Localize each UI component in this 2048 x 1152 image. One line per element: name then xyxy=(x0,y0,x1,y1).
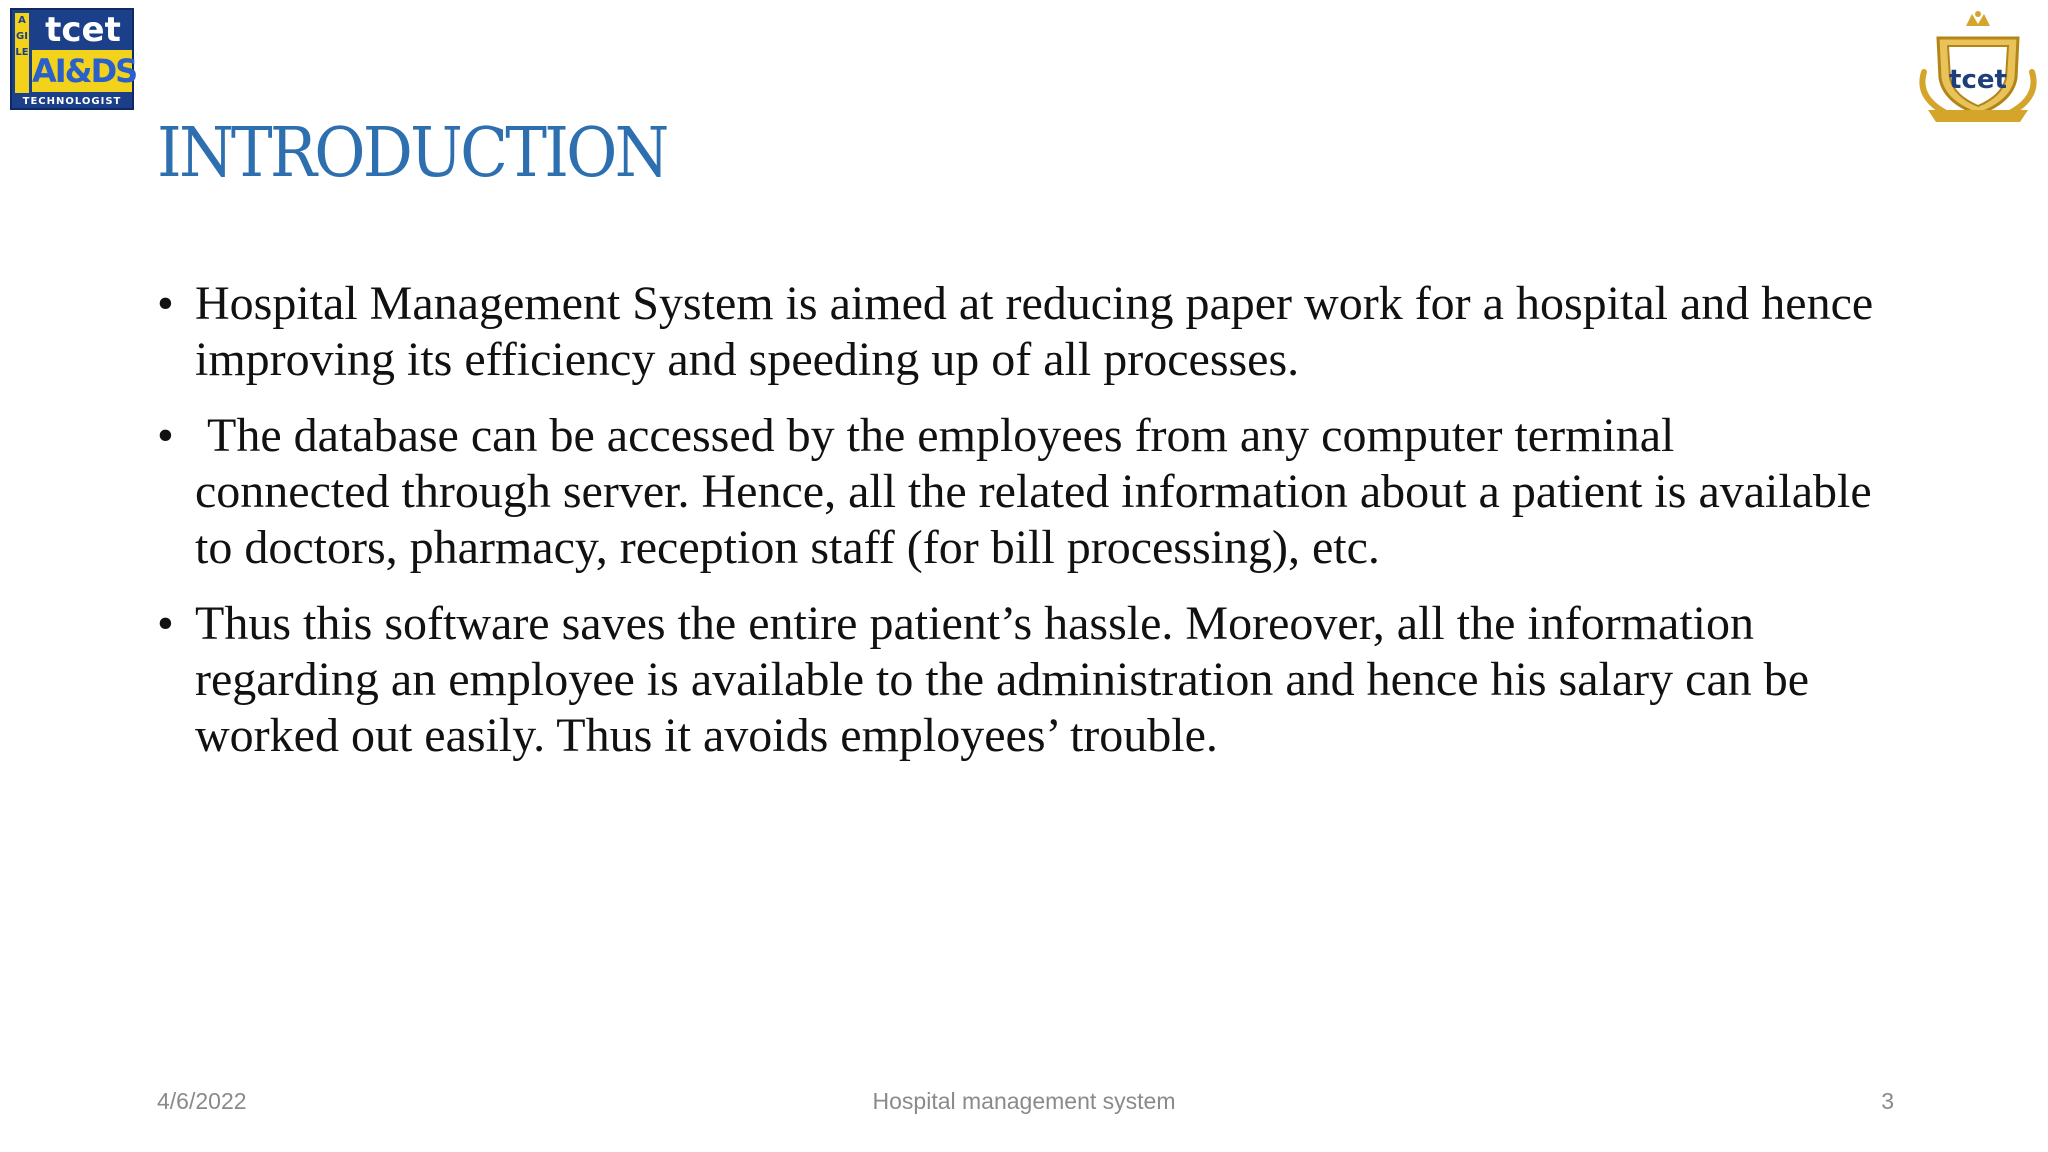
emblem-icon xyxy=(1908,6,2048,132)
tcet-emblem-logo xyxy=(1908,6,2048,132)
logo-tcet-text: tcet xyxy=(45,10,121,50)
bullet-item xyxy=(157,276,1877,388)
logo-agile-text: AGILE xyxy=(15,13,29,93)
bullet-dot: • xyxy=(157,597,174,650)
footer-date: 4/6/2022 xyxy=(157,1088,247,1114)
bullet-list xyxy=(157,276,1884,784)
logo-technologist-text: TECHNOLOGIST xyxy=(22,96,122,107)
bullet-text: Thus this software saves the entire patient’s hassle. Moreover, all the information regarding an employee is available to the administration and hence his salary can be worked out easily. Thus it avoids employees’ trouble. xyxy=(195,597,1810,762)
footer-title: Hospital management system xyxy=(872,1088,1176,1114)
logo-aids-text: AI&DS xyxy=(32,52,137,90)
emblem-text: tcet xyxy=(1949,65,2007,95)
bullet-text: The database can be accessed by the employees from any computer terminal connected through server. Hence, all the related information about a patient is available to doctors, pharmacy, reception staff (for bill processing), etc. xyxy=(195,409,1884,574)
bullet-dot: • xyxy=(157,277,174,330)
bullet-item xyxy=(157,408,1884,576)
bullet-text: Hospital Management System is aimed at reducing paper work for a hospital and hence improving its efficiency and speeding up of all processes. xyxy=(195,277,1874,386)
bullet-item xyxy=(157,596,1877,764)
tcet-aids-logo xyxy=(10,8,137,110)
footer-page-number: 3 xyxy=(1881,1088,1894,1114)
bullet-dot: • xyxy=(157,409,174,462)
slide-title: INTRODUCTION xyxy=(157,114,667,193)
